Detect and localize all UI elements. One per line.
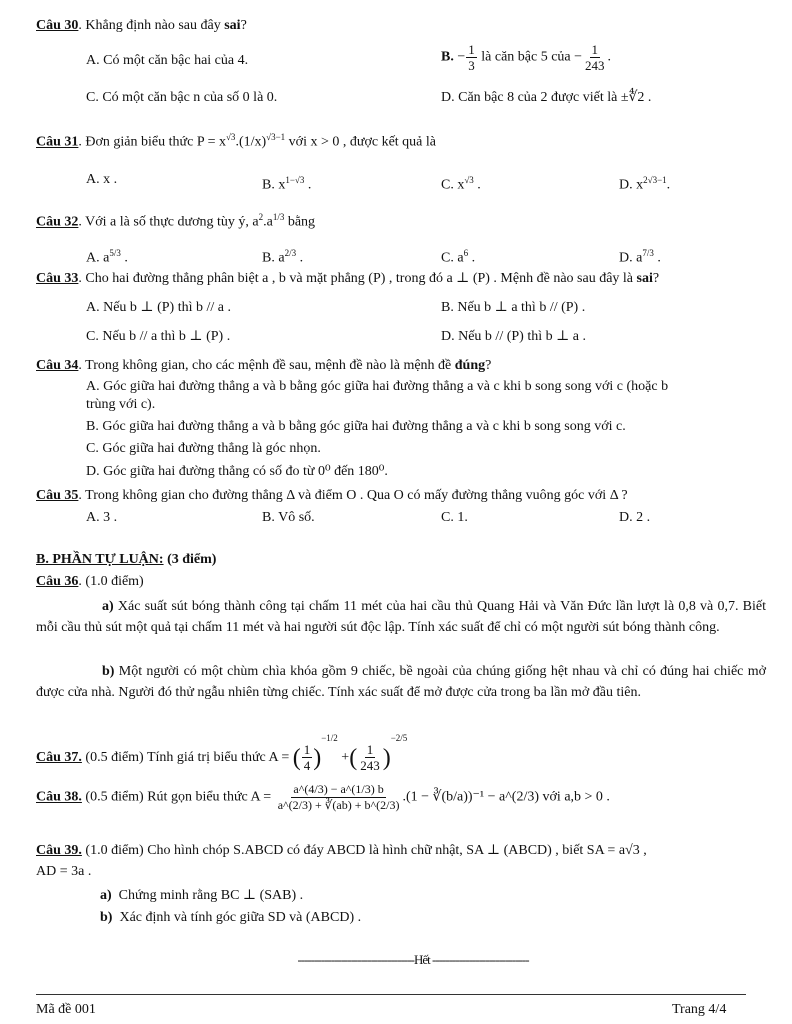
q35-option-a: A. 3 . (86, 510, 118, 525)
q37-stem: Câu 37. (0.5 điểm) Tính giá trị biểu thức A = ( $\frac{1}{4}$ )$^{-1/2}$ +( $\frac{1}{243}$ )$^{-2/5}$ (36, 733, 408, 774)
q31-stem: Câu 31. Đơn giản biểu thức $P = x^{√3}.(1/x)^{√3-1}$ với x > 0 , được kết quả là (36, 132, 436, 150)
q33-option-c: C. Nếu b // a thì b ⊥ (P) . (86, 329, 231, 344)
q35-option-d: D. 2 . (619, 510, 651, 525)
q33-option-d: D. Nếu b // (P) thì b ⊥ a . (441, 329, 586, 344)
q34-option-a-line1: A. Góc giữa hai đường thẳng a và b bằng góc giữa hai đường thẳng a và c khi b song song với c (hoặc b (86, 379, 669, 394)
q32-option-a: A. $a^{5/3}$ . (86, 248, 128, 266)
section-b-title: B. PHẦN TỰ LUẬN: (3 điểm) (36, 552, 217, 567)
q31-option-a: A. x . (86, 172, 118, 187)
q35-option-c: C. 1. (441, 510, 468, 525)
q38-fraction: $\frac{a\^{}(4/3) - a\^{}(1/3) b}{a\^{}(2/3) + ∛(ab) + b\^{}(2/3)}$ (277, 782, 400, 812)
q34-option-d: D. Góc giữa hai đường thẳng có số đo từ 0⁰ đến 180⁰. (86, 464, 388, 479)
q33-stem: Câu 33. Cho hai đường thẳng phân biệt a , b và mặt phẳng (P) , trong đó a ⊥ (P) . Mệnh đề nào sau đây là sai? (36, 271, 660, 286)
end-of-exam-mark: -----------------------------------Hết ----------------------------- (297, 952, 529, 967)
q32-option-b: B. $a^{2/3}$ . (262, 248, 304, 266)
footer-divider (36, 994, 746, 995)
q36-part-a: a) Xác suất sút bóng thành công tại chấm 11 mét của hai cầu thủ Quang Hải và Văn Đức lần lượt là 0,8 và 0,7. Biết mỗi cầu thủ sút một quả tại chấm 11 mét và hai người sút độc lập. Tính xác suất để chỉ có một người sút bóng thành công. (36, 599, 766, 635)
q33-option-b: B. Nếu b ⊥ a thì b // (P) . (441, 300, 586, 315)
q30-option-a: A. Có một căn bậc hai của 4. (86, 53, 249, 68)
q30-frac-1: $\frac{1}{3}$ (468, 42, 475, 73)
q33-option-a: A. Nếu b ⊥ (P) thì b // a . (86, 300, 231, 315)
q32-option-d: D. $a^{7/3}$ . (619, 248, 661, 266)
q39-part-a: a) Chứng minh rằng BC ⊥ (SAB) . (100, 888, 304, 903)
q35-stem: Câu 35. Trong không gian cho đường thẳng Δ và điểm O . Qua O có mấy đường thẳng vuông góc với Δ ? (36, 488, 628, 503)
q30-option-d: D. Căn bậc 8 của 2 được viết là ±∜2 . (441, 90, 652, 105)
q38-stem: Câu 38. (0.5 điểm) Rút gọn biểu thức A = $\frac{a\^{}(4/3) - a\^{}(1/3) b}{a\^{}(2/3) + ∛(ab) + b\^{}(2/3)}$ .(1 − ∛(b/a))⁻¹ − a^(2/3) với a,b > 0 . (36, 782, 610, 812)
q30-stem: Câu 30. Khẳng định nào sau đây sai? (36, 18, 247, 33)
q30-option-b: B. − $\frac{1}{3}$ là căn bậc 5 của − $\frac{1}{243}$ . (441, 42, 612, 73)
q32-option-c: C. $a^6$ . (441, 248, 476, 266)
q34-stem: Câu 34. Trong không gian, cho các mệnh đề sau, mệnh đề nào là mệnh đề đúng? (36, 358, 492, 373)
q39-stem-line2: AD = 3a . (36, 864, 92, 879)
exam-code: Mã đề 001 (36, 1002, 96, 1017)
q39-part-b: b) Xác định và tính góc giữa SD và (ABCD) . (100, 910, 362, 925)
q37-frac-2: $\frac{1}{243}$ (360, 742, 380, 774)
q31-option-d: D. $x^{2√3-1}$. (619, 175, 671, 193)
q30-frac-2: $\frac{1}{243}$ (585, 42, 605, 73)
q39-stem: Câu 39. (1.0 điểm) Cho hình chóp S.ABCD có đáy ABCD là hình chữ nhật, SA ⊥ (ABCD) , biết SA = a√3 , (36, 843, 647, 858)
q34-option-b: B. Góc giữa hai đường thẳng a và b bằng góc giữa hai đường thẳng a và c khi b song song với c. (86, 419, 626, 434)
q37-frac-1: $\frac{1}{4}$ (303, 742, 311, 774)
q31-option-c: C. $x^{√3}$ . (441, 175, 481, 193)
q36-stem: Câu 36. (1.0 điểm) (36, 574, 144, 589)
q35-option-b: B. Vô số. (262, 510, 315, 525)
q32-stem: Câu 32. Với a là số thực dương tùy ý, $a^2.a^{1/3}$ bằng (36, 212, 316, 230)
q34-option-c: C. Góc giữa hai đường thẳng là góc nhọn. (86, 441, 321, 456)
q36-part-b: b) Một người có một chùm chìa khóa gồm 9 chiếc, bề ngoài của chúng giống hệt nhau và chỉ có đúng hai chiếc mở được cửa nhà. Người đó thử ngẫu nhiên từng chiếc. Tính xác suất để mở được cửa trong ba lần mở đầu tiên. (36, 664, 766, 700)
page-number: Trang 4/4 (672, 1002, 727, 1017)
q31-option-b: B. $x^{1-√3}$ . (262, 175, 312, 193)
q30-option-c: C. Có một căn bậc n của số 0 là 0. (86, 90, 278, 105)
q34-option-a-line2: trùng với c). (86, 397, 156, 412)
